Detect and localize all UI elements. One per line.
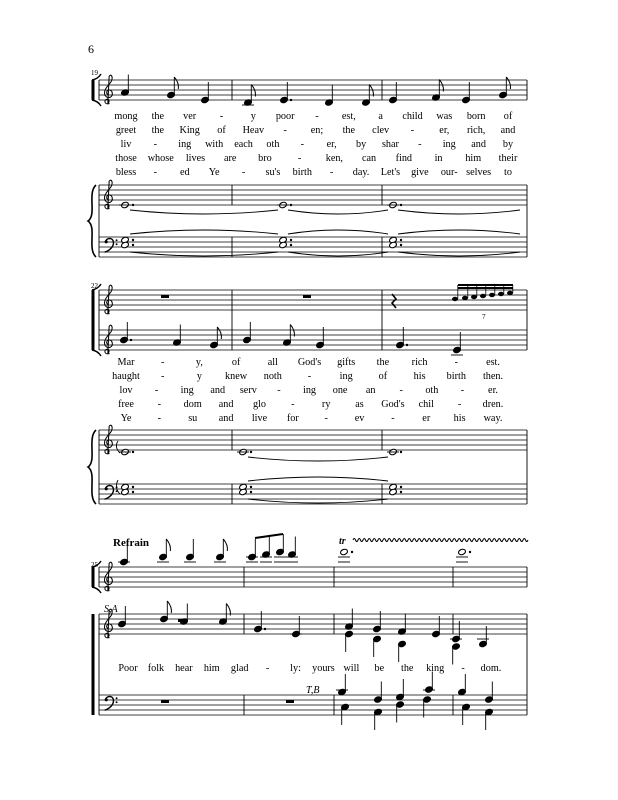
lyric-syllable: of <box>378 371 388 382</box>
lyric-syllable: him <box>465 153 482 164</box>
lyric-syllable: - <box>153 139 158 150</box>
lyric-syllable: King <box>179 125 200 136</box>
treble-clef <box>105 285 113 314</box>
lyric-syllable: y <box>250 111 256 122</box>
augmentation-dot <box>132 244 134 246</box>
bass-clef <box>105 485 118 499</box>
lyric-syllable: ev <box>354 413 365 424</box>
tie <box>398 210 520 214</box>
lyric-syllable: ly: <box>290 663 301 674</box>
lyric-syllable: to <box>504 167 512 178</box>
augmentation-dot <box>400 244 402 246</box>
whole-rest <box>161 295 169 298</box>
lyric-syllable: liv <box>120 139 132 150</box>
tie <box>288 210 388 214</box>
lyric-syllable: rich <box>411 357 428 368</box>
lyric-syllable: - <box>160 371 165 382</box>
lyric-syllable: was <box>436 111 453 122</box>
lyric-syllable: - <box>153 167 158 178</box>
lyric-syllable: of <box>217 125 226 136</box>
measure-number-22: 22 <box>91 282 98 290</box>
tie <box>248 457 388 461</box>
augmentation-dot <box>250 451 252 453</box>
lyric-syllable: - <box>241 167 246 178</box>
lyric-syllable: est. <box>486 357 500 368</box>
bracket-hook <box>92 74 101 80</box>
lyric-syllable: birth <box>446 371 466 382</box>
lyric-syllable: the <box>151 111 165 122</box>
lyric-syllable: his <box>413 371 426 382</box>
note-flag <box>217 327 221 339</box>
augmentation-dot <box>351 551 353 553</box>
lyric-syllable: er. <box>488 385 498 396</box>
lyric-syllable: their <box>498 153 518 164</box>
lyric-syllable: mong <box>114 111 138 122</box>
lyric-syllable: dren. <box>482 399 504 410</box>
treble-clef <box>105 562 113 591</box>
lyric-syllable: and <box>218 413 234 424</box>
lyric-syllable: king <box>426 663 445 674</box>
lyric-syllable: as <box>355 399 364 410</box>
lyric-syllable: whose <box>147 153 174 164</box>
lyric-syllable: folk <box>147 663 165 674</box>
lyric-syllable: Heav <box>242 125 265 136</box>
lyric-syllable: y <box>196 371 202 382</box>
quarter-rest <box>392 294 396 308</box>
sixteenth-notehead <box>452 297 458 301</box>
lyric-syllable: be <box>374 663 385 674</box>
lyric-syllable: then. <box>482 371 504 382</box>
note-flag <box>167 601 171 613</box>
sixteenth-notehead <box>480 294 486 298</box>
bass-clef <box>105 238 118 252</box>
augmentation-dot <box>250 491 252 493</box>
lyric-syllable: - <box>315 111 319 122</box>
lyric-syllable: will <box>343 663 360 674</box>
lyric-syllable: poor <box>275 111 295 122</box>
lyric-syllable: er, <box>439 125 450 136</box>
lyric-syllable: Ye <box>208 167 220 178</box>
lyric-syllable: with <box>205 139 224 150</box>
lyric-syllable: yours <box>312 663 335 674</box>
lyric-syllable: free <box>118 399 134 410</box>
whole-rest <box>286 700 294 703</box>
augmentation-dot <box>290 99 292 101</box>
tie <box>130 230 278 234</box>
measure-number-19: 19 <box>91 69 98 77</box>
augmentation-dot <box>290 204 292 206</box>
augmentation-dot <box>130 339 132 341</box>
lyric-syllable: those <box>115 153 137 164</box>
lyric-syllable: our- <box>440 167 458 178</box>
voice-label-upper: S,A <box>104 604 118 615</box>
lyric-syllable: serv <box>239 385 257 396</box>
lyric-syllable: - <box>329 167 334 178</box>
tie <box>248 477 388 481</box>
lyric-syllable: en; <box>310 125 324 136</box>
lyric-syllable: - <box>157 399 162 410</box>
tuplet-number: 7 <box>482 313 486 321</box>
lyric-syllable: by <box>502 139 514 150</box>
lyric-syllable: - <box>461 663 465 674</box>
lyric-syllable: ing <box>178 139 192 150</box>
lyric-syllable: way. <box>483 413 503 424</box>
lyric-syllable: ed <box>179 167 190 178</box>
lyric-syllable: haught <box>112 371 140 382</box>
sixteenth-notehead <box>498 292 504 296</box>
tie <box>288 252 388 256</box>
tie <box>398 252 520 256</box>
augmentation-dot <box>400 239 402 241</box>
augmentation-dot <box>132 239 134 241</box>
lyric-syllable: - <box>219 111 224 122</box>
lyric-syllable: ry <box>321 399 331 410</box>
lyric-syllable: his <box>453 413 466 424</box>
bracket-hook <box>92 350 101 356</box>
augmentation-dot <box>132 451 134 453</box>
lyric-syllable: - <box>277 385 281 396</box>
tie <box>130 210 278 214</box>
augmentation-dot <box>132 491 134 493</box>
lyric-syllable: shar <box>381 139 399 150</box>
augmentation-dot <box>469 551 471 553</box>
lyric-syllable: day. <box>352 167 370 178</box>
lyric-syllable: and <box>218 399 234 410</box>
lyric-syllable: glo <box>252 399 266 410</box>
lyric-syllable: and <box>471 139 486 150</box>
note-flag <box>223 539 227 551</box>
lyric-syllable: and <box>500 125 516 136</box>
lyric-syllable: are <box>223 153 237 164</box>
lyric-syllable: him <box>203 663 220 674</box>
lyric-syllable: lives <box>185 153 206 164</box>
lyric-syllable: the <box>151 125 165 136</box>
note-flag <box>166 539 170 551</box>
lyric-syllable: - <box>460 385 465 396</box>
lyric-syllable: gifts <box>337 357 356 368</box>
lyric-syllable: hear <box>175 663 193 674</box>
note-flag <box>174 77 178 89</box>
piano-brace <box>88 430 96 504</box>
augmentation-dot <box>406 344 408 346</box>
lyric-syllable: - <box>157 413 162 424</box>
lyric-syllable: - <box>457 399 462 410</box>
lyric-syllable: selves <box>466 167 492 178</box>
lyric-syllable: - <box>265 663 270 674</box>
lyric-syllable: dom. <box>480 663 502 674</box>
sixteenth-notehead <box>462 296 468 300</box>
lyric-syllable: - <box>399 385 403 396</box>
lyric-syllable: Mar <box>117 357 135 368</box>
lyric-syllable: - <box>324 413 328 424</box>
lyric-syllable: one <box>332 385 348 396</box>
augmentation-dot <box>264 628 266 630</box>
lyric-syllable: an <box>365 385 376 396</box>
sixteenth-notehead <box>471 295 477 299</box>
lyric-syllable: - <box>410 125 415 136</box>
lyric-syllable: Ye <box>120 413 132 424</box>
lyric-syllable: greet <box>115 125 137 136</box>
lyric-syllable: ing <box>302 385 317 396</box>
refrain-label: Refrain <box>113 537 150 549</box>
trill-line <box>353 539 528 542</box>
whole-rest <box>303 295 311 298</box>
lyric-syllable: each <box>234 139 253 150</box>
augmentation-dot <box>400 486 402 488</box>
whole-rest <box>178 619 186 622</box>
lyric-syllable: by <box>355 139 367 150</box>
lyric-syllable: glad <box>230 663 249 674</box>
lyric-syllable: a <box>378 111 383 122</box>
lyric-syllable: - <box>283 125 287 136</box>
augmentation-dot <box>250 486 252 488</box>
augmentation-dot <box>132 204 134 206</box>
lyric-syllable: su's <box>265 167 281 178</box>
trill-mark: tr <box>339 536 346 547</box>
lyric-syllable: God's <box>297 357 322 368</box>
augmentation-dot <box>290 239 292 241</box>
lyric-syllable: and <box>210 385 226 396</box>
bracket-hook <box>92 587 101 593</box>
lyric-syllable: - <box>300 139 304 150</box>
vocal-note <box>340 548 349 555</box>
lyric-syllable: - <box>307 371 312 382</box>
lyric-syllable: birth <box>292 167 312 178</box>
tie <box>116 441 120 453</box>
lyric-syllable: noth <box>263 371 282 382</box>
lyric-syllable: find <box>395 153 413 164</box>
lyric-syllable: the <box>376 357 390 368</box>
lyric-syllable: ing <box>180 385 194 396</box>
page-number: 6 <box>88 42 94 56</box>
lyric-syllable: - <box>160 357 165 368</box>
lyric-syllable: lov <box>119 385 133 396</box>
lyric-syllable: God's <box>381 399 405 410</box>
treble-clef <box>105 425 113 454</box>
lyric-syllable: for <box>286 413 299 424</box>
voice-label-lower: T,B <box>306 685 320 696</box>
augmentation-dot <box>400 451 402 453</box>
lyric-syllable: ver <box>183 111 197 122</box>
lyric-syllable: born <box>466 111 486 122</box>
whole-rest <box>161 700 169 703</box>
lyric-syllable: the <box>400 663 414 674</box>
lyric-syllable: - <box>391 413 395 424</box>
piano-brace <box>88 185 96 257</box>
lyric-syllable: ing <box>442 139 456 150</box>
treble-clef <box>105 180 113 209</box>
tie <box>248 499 388 503</box>
lyric-syllable: Let's <box>380 167 401 178</box>
augmentation-dot <box>290 244 292 246</box>
lyric-syllable: knew <box>225 371 248 382</box>
lyric-syllable: rich, <box>466 125 486 136</box>
lyric-syllable: - <box>454 357 458 368</box>
lyric-syllable: oth <box>266 139 280 150</box>
lyric-syllable: in <box>434 153 443 164</box>
lyric-syllable: - <box>291 399 295 410</box>
treble-clef <box>105 325 113 354</box>
lyric-syllable: Poor <box>118 663 138 674</box>
note-flag <box>506 77 510 89</box>
vocal-note <box>458 548 467 555</box>
lyric-syllable: er <box>422 413 431 424</box>
lyric-syllable: ken, <box>325 153 343 164</box>
lyric-syllable: y, <box>195 357 203 368</box>
lyric-syllable: oth <box>425 385 439 396</box>
augmentation-dot <box>400 204 402 206</box>
lyric-syllable: live <box>251 413 268 424</box>
lyric-syllable: - <box>154 385 159 396</box>
bracket-hook <box>92 100 101 106</box>
lyric-syllable: chil <box>418 399 434 410</box>
lyric-syllable: of <box>231 357 241 368</box>
tie <box>398 230 520 234</box>
lyric-syllable: - <box>418 139 422 150</box>
tie <box>288 230 388 234</box>
lyric-syllable: clev <box>372 125 390 136</box>
lyric-syllable: dom <box>183 399 202 410</box>
bracket-hook <box>92 561 101 567</box>
sixteenth-notehead <box>489 293 495 297</box>
lyric-syllable: all <box>267 357 278 368</box>
lyric-syllable: of <box>503 111 513 122</box>
lyric-syllable: er, <box>326 139 337 150</box>
treble-clef <box>105 609 113 638</box>
lyric-syllable: est, <box>341 111 356 122</box>
tie <box>130 252 278 256</box>
measure-number-25: 25 <box>91 561 98 569</box>
lyric-syllable: give <box>411 167 429 178</box>
sixteenth-notehead <box>507 291 513 295</box>
lyric-syllable: bro <box>258 153 272 164</box>
lyric-syllable: su <box>188 413 198 424</box>
augmentation-dot <box>132 486 134 488</box>
treble-clef <box>105 75 113 104</box>
lyric-syllable: can <box>362 153 377 164</box>
bracket-hook <box>92 284 101 290</box>
bass-clef <box>105 696 118 710</box>
lyric-syllable: ing <box>339 371 353 382</box>
lyric-syllable: child <box>402 111 423 122</box>
augmentation-dot <box>400 491 402 493</box>
lyric-syllable: the <box>342 125 356 136</box>
lyric-syllable: bless <box>115 167 137 178</box>
lyric-syllable: - <box>297 153 302 164</box>
